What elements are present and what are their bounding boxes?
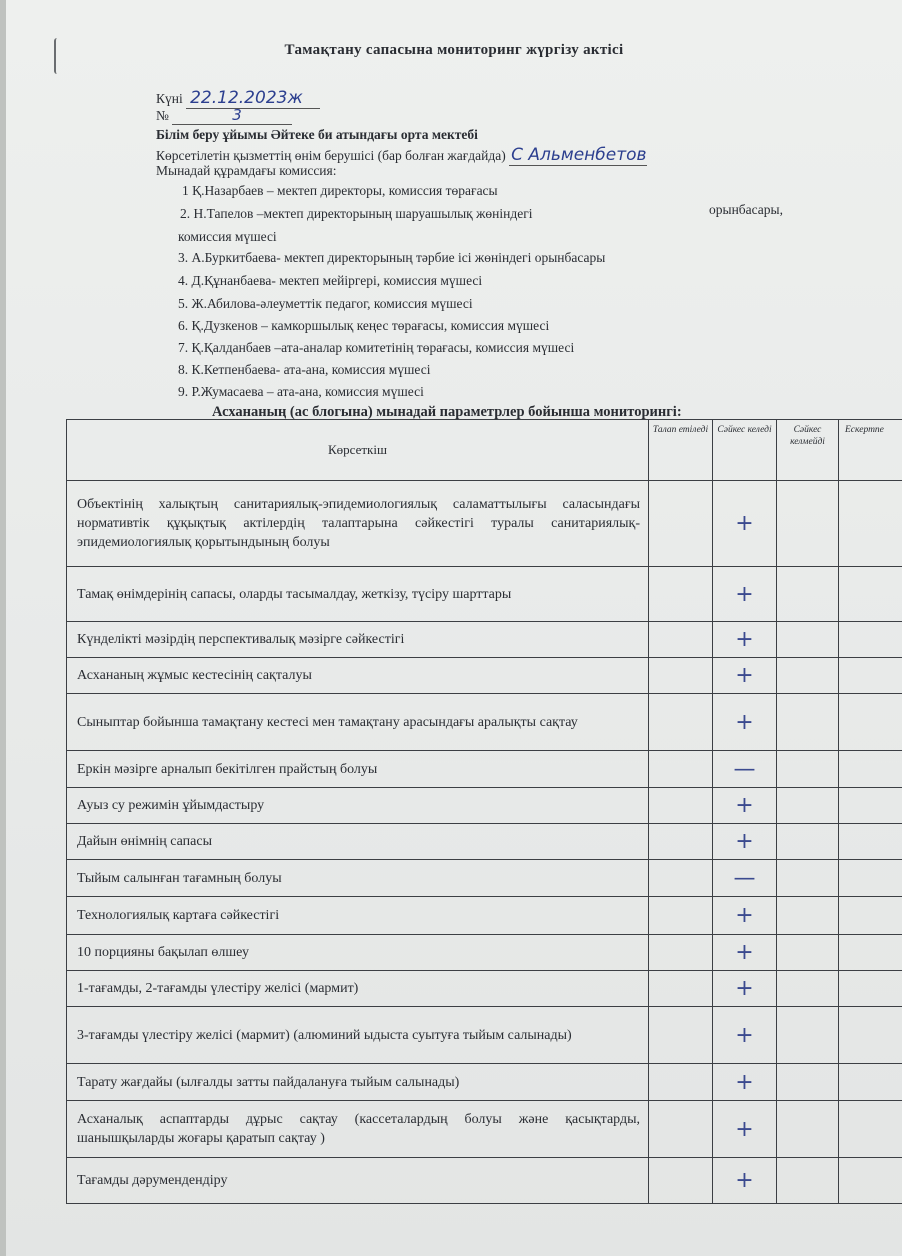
- provider-value: С Альменбетов: [511, 145, 647, 165]
- required-cell: [649, 751, 713, 788]
- required-cell: [649, 971, 713, 1007]
- member-2-role: комиссия мүшесі: [178, 229, 277, 244]
- indicator-cell: Сыныптар бойынша тамақтану кестесі мен тамақтану арасындағы аралықты сақтау: [67, 694, 649, 751]
- member-9: 9. Р.Жумасаева – ата-ана, комиссия мүшесі: [178, 384, 424, 399]
- member-8: 8. К.Кетпенбаева- ата-ана, комиссия мүшесі: [178, 362, 431, 377]
- note-cell: [839, 897, 902, 935]
- compliant-mark: +: [713, 935, 777, 971]
- document-page: [6, 0, 902, 1256]
- commission-intro: Мынадай құрамдағы комиссия:: [156, 163, 337, 178]
- compliant-mark: +: [713, 658, 777, 694]
- note-cell: [839, 1101, 902, 1158]
- member-4: 4. Д.Құнанбаева- мектеп мейіргері, комиссия мүшесі: [178, 273, 483, 288]
- header-noncompliant: Сәйкес келмейді: [777, 420, 839, 481]
- table-row: [67, 1101, 902, 1158]
- required-cell: [649, 1101, 713, 1158]
- compliant-mark: +: [713, 567, 777, 622]
- compliant-mark: +: [713, 1007, 777, 1064]
- note-cell: [839, 694, 902, 751]
- compliant-mark: +: [713, 1101, 777, 1158]
- indicator-cell: Тағамды дәрумендендіру: [67, 1158, 649, 1204]
- table-row: [67, 622, 902, 658]
- required-cell: [649, 897, 713, 935]
- compliant-mark: +: [713, 622, 777, 658]
- required-cell: [649, 788, 713, 824]
- indicator-cell: Тарату жағдайы (ылғалды затты пайдалануға тыйым салынады): [67, 1064, 649, 1101]
- header-note: Ескертпе: [839, 420, 902, 481]
- compliant-mark: +: [713, 897, 777, 935]
- noncompliant-cell: [777, 935, 839, 971]
- compliant-mark: +: [713, 1064, 777, 1101]
- table-row: [67, 1064, 902, 1101]
- indicator-cell: 3-тағамды үлестіру желісі (мармит) (алюминий ыдыста суытуға тыйым салынады): [67, 1007, 649, 1064]
- table-row: [67, 1158, 902, 1204]
- table-row: [67, 935, 902, 971]
- compliant-mark: +: [713, 824, 777, 860]
- note-cell: [839, 1007, 902, 1064]
- table-row: [67, 751, 902, 788]
- document-title: Тамақтану сапасына мониторинг жүргізу актісі: [284, 42, 624, 58]
- noncompliant-cell: [777, 788, 839, 824]
- note-cell: [839, 971, 902, 1007]
- required-cell: [649, 481, 713, 567]
- table-row: [67, 481, 902, 567]
- header-compliant: Сәйкес келеді: [713, 420, 777, 481]
- number-value: 3: [172, 106, 292, 125]
- indicator-cell: Объектінің халықтың санитариялық-эпидемиологиялық саламаттылығы саласындағы нормативтік құқықтық актілердің талаптарына сәйкестігі туралы санитариялық-эпидемиологиялық қорытындының болуы: [67, 481, 649, 567]
- note-cell: [839, 567, 902, 622]
- noncompliant-cell: [777, 897, 839, 935]
- provider-label: Көрсетілетін қызметтің өнім берушісі (бар болған жағдайда): [156, 148, 506, 163]
- indicator-cell: Асхананың жұмыс кестесінің сақталуы: [67, 658, 649, 694]
- required-cell: [649, 1064, 713, 1101]
- header-indicator: Көрсеткіш: [67, 420, 649, 481]
- noncompliant-cell: [777, 860, 839, 897]
- compliant-mark: —: [713, 860, 777, 897]
- note-cell: [839, 824, 902, 860]
- indicator-cell: Асханалық аспаптарды дұрыс сақтау (кассеталардың болуы және қасықтарды, шанышқыларды жоғары қаратып сақтау ): [67, 1101, 649, 1158]
- member-6: 6. Қ.Дузкенов – камкоршылық кеңес төрағасы, комиссия мүшесі: [178, 318, 550, 333]
- noncompliant-cell: [777, 658, 839, 694]
- date-value: 22.12.2023ж: [186, 88, 320, 109]
- monitoring-table: [66, 419, 902, 1204]
- table-row: [67, 897, 902, 935]
- member-3: 3. А.Буркитбаева- мектеп директорының тәрбие ісі жөніндегі орынбасары: [178, 250, 606, 265]
- table-row: [67, 694, 902, 751]
- noncompliant-cell: [777, 971, 839, 1007]
- table-row: [67, 971, 902, 1007]
- noncompliant-cell: [777, 622, 839, 658]
- required-cell: [649, 658, 713, 694]
- indicator-cell: 10 порцияны бақылап өлшеу: [67, 935, 649, 971]
- indicator-cell: Күнделікті мәзірдің перспективалық мәзірге сәйкестігі: [67, 622, 649, 658]
- date-label: Күні: [156, 91, 183, 106]
- compliant-mark: +: [713, 788, 777, 824]
- required-cell: [649, 694, 713, 751]
- indicator-cell: Тыйым салынған тағамның болуы: [67, 860, 649, 897]
- noncompliant-cell: [777, 1007, 839, 1064]
- noncompliant-cell: [777, 751, 839, 788]
- indicator-cell: Еркін мәзірге арналып бекітілген прайстың болуы: [67, 751, 649, 788]
- required-cell: [649, 1158, 713, 1204]
- compliant-mark: +: [713, 971, 777, 1007]
- indicator-cell: Технологиялық картаға сәйкестігі: [67, 897, 649, 935]
- noncompliant-cell: [777, 694, 839, 751]
- required-cell: [649, 860, 713, 897]
- noncompliant-cell: [777, 1158, 839, 1204]
- table-row: [67, 567, 902, 622]
- required-cell: [649, 567, 713, 622]
- member-2: 2. Н.Тапелов –мектеп директорының шаруашылық жөніндегі: [180, 206, 533, 221]
- table-row: [67, 1007, 902, 1064]
- required-cell: [649, 935, 713, 971]
- member-5: 5. Ж.Абилова-әлеуметтік педагог, комиссия мүшесі: [178, 296, 473, 311]
- required-cell: [649, 1007, 713, 1064]
- required-cell: [649, 824, 713, 860]
- table-row: [67, 860, 902, 897]
- noncompliant-cell: [777, 1064, 839, 1101]
- noncompliant-cell: [777, 481, 839, 567]
- table-row: [67, 824, 902, 860]
- note-cell: [839, 935, 902, 971]
- note-cell: [839, 1064, 902, 1101]
- noncompliant-cell: [777, 1101, 839, 1158]
- required-cell: [649, 622, 713, 658]
- note-cell: [839, 622, 902, 658]
- note-cell: [839, 788, 902, 824]
- indicator-cell: Тамақ өнімдерінің сапасы, оларды тасымалдау, жеткізу, түсіру шарттары: [67, 567, 649, 622]
- member-1: 1 Қ.Назарбаев – мектеп директоры, комиссия төрағасы: [182, 183, 498, 198]
- compliant-mark: +: [713, 694, 777, 751]
- table-row: [67, 658, 902, 694]
- member-7: 7. Қ.Қалданбаев –ата-аналар комитетінің төрағасы, комиссия мүшесі: [178, 340, 575, 355]
- note-cell: [839, 1158, 902, 1204]
- indicator-cell: Ауыз су режимін ұйымдастыру: [67, 788, 649, 824]
- table-header-row: [67, 420, 902, 481]
- header-required: Талап етіледі: [649, 420, 713, 481]
- number-line: [156, 106, 292, 125]
- indicator-cell: Дайын өнімнің сапасы: [67, 824, 649, 860]
- number-label: №: [156, 108, 169, 123]
- indicator-cell: 1-тағамды, 2-тағамды үлестіру желісі (мармит): [67, 971, 649, 1007]
- table-title: Асхананың (ас блогына) мынадай параметрлер бойынша мониторингі:: [212, 404, 682, 420]
- note-cell: [839, 481, 902, 567]
- compliant-mark: +: [713, 1158, 777, 1204]
- noncompliant-cell: [777, 567, 839, 622]
- noncompliant-cell: [777, 824, 839, 860]
- note-cell: [839, 658, 902, 694]
- note-cell: [839, 751, 902, 788]
- member-2-cont: орынбасары,: [709, 202, 783, 217]
- note-cell: [839, 860, 902, 897]
- table-row: [67, 788, 902, 824]
- compliant-mark: —: [713, 751, 777, 788]
- compliant-mark: +: [713, 481, 777, 567]
- organization-line: Білім беру ұйымы Әйтеке би атындағы орта мектебі: [156, 127, 478, 142]
